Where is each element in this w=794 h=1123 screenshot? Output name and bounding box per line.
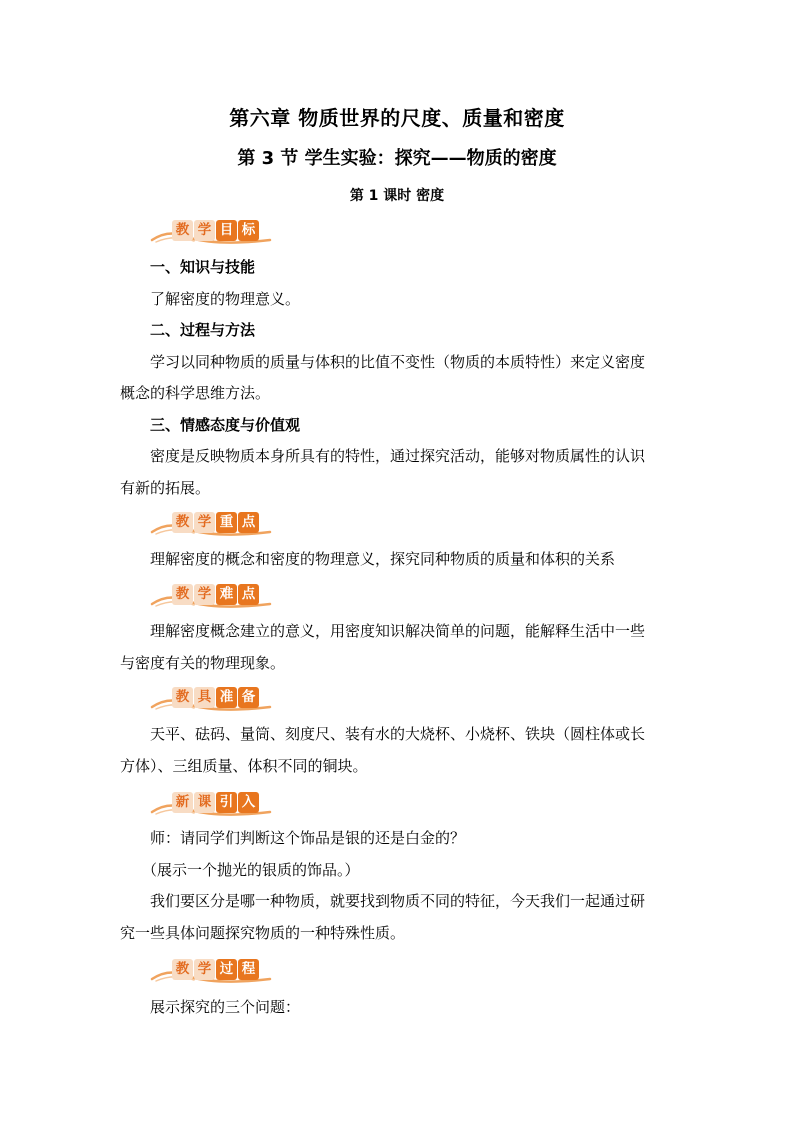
process-paragraph-1: 展示探究的三个问题： [150, 998, 301, 1016]
intro-paragraph-3-line-2: 究一些具体问题探究物质的一种特殊性质。 [120, 923, 406, 942]
section-char: 具 [194, 687, 215, 708]
section-char: 学 [194, 512, 215, 533]
section-char: 学 [194, 220, 215, 241]
section-char: 教 [172, 687, 193, 708]
section-char: 课 [194, 792, 215, 813]
goals-paragraph-3-line-1: 密度是反映物质本身所具有的特性，通过探究活动，能够对物质属性的认识 [150, 447, 646, 465]
intro-paragraph-1: 师：请同学们判断这个饰品是银的还是白金的？ [150, 829, 466, 847]
section-char: 新 [172, 792, 193, 813]
section-char: 学 [194, 959, 215, 980]
section-header-key-points [150, 508, 290, 538]
section-char: 难 [216, 584, 237, 605]
goals-heading-3: 三、情感态度与价值观 [150, 415, 301, 434]
section-char: 重 [216, 512, 237, 533]
difficulties-content [120, 616, 680, 679]
section-char: 准 [216, 687, 237, 708]
section-char: 标 [238, 220, 259, 241]
section-char: 入 [238, 792, 259, 813]
process-content [120, 992, 680, 1024]
key-points-text: 理解密度的概念和密度的物理意义，探究同种物质的质量和体积的关系 [150, 550, 616, 568]
section-char: 教 [172, 220, 193, 241]
goals-heading-1: 一、知识与技能 [150, 258, 256, 276]
section-char: 目 [216, 220, 237, 241]
section-char: 备 [238, 687, 259, 708]
section-header-materials [150, 683, 290, 713]
section-header-process [150, 955, 290, 985]
section-char: 程 [238, 959, 259, 980]
goals-heading-2: 二、过程与方法 [150, 321, 256, 339]
difficulties-line-1: 理解密度概念建立的意义，用密度知识解决简单的问题，能解释生活中一些 [150, 622, 646, 640]
section-char: 过 [216, 959, 237, 980]
intro-paragraph-3-line-1: 我们要区分是哪一种物质，就要找到物质不同的特征，今天我们一起通过研 [150, 892, 646, 910]
section-char: 点 [238, 512, 259, 533]
section-char: 学 [194, 584, 215, 605]
key-points-content [120, 544, 680, 576]
goals-paragraph-2-line-1: 学习以同种物质的质量与体积的比值不变性（物质的本质特性）来定义密度 [150, 352, 646, 371]
intro-paragraph-2: （展示一个抛光的银质的饰品。） [142, 860, 360, 879]
section-char: 点 [238, 584, 259, 605]
materials-line-2: 方体）、三组质量、体积不同的铜块。 [120, 756, 368, 775]
section-char: 引 [216, 792, 237, 813]
section-char: 教 [172, 512, 193, 533]
section-header-intro [150, 788, 290, 818]
section-title: 第 3 节 学生实验：探究——物质的密度 [237, 148, 557, 169]
section-header-difficulties [150, 580, 290, 610]
materials-line-1: 天平、砝码、量筒、刻度尺、装有水的大烧杯、小烧杯、铁块（圆柱体或长 [150, 725, 646, 743]
section-header-goals [150, 216, 290, 246]
section-char: 教 [172, 584, 193, 605]
section-char: 教 [172, 959, 193, 980]
goals-paragraph-1: 了解密度的物理意义。 [150, 289, 301, 308]
lesson-title: 第 1 课时 密度 [349, 188, 445, 204]
materials-content [120, 719, 680, 782]
difficulties-line-2: 与密度有关的物理现象。 [120, 653, 286, 672]
goals-content [120, 252, 680, 504]
chapter-title: 第六章 物质世界的尺度、质量和密度 [229, 106, 565, 130]
goals-paragraph-2-line-2: 概念的科学思维方法。 [120, 384, 271, 402]
intro-content [120, 823, 680, 949]
goals-paragraph-3-line-2: 有新的拓展。 [120, 478, 211, 497]
